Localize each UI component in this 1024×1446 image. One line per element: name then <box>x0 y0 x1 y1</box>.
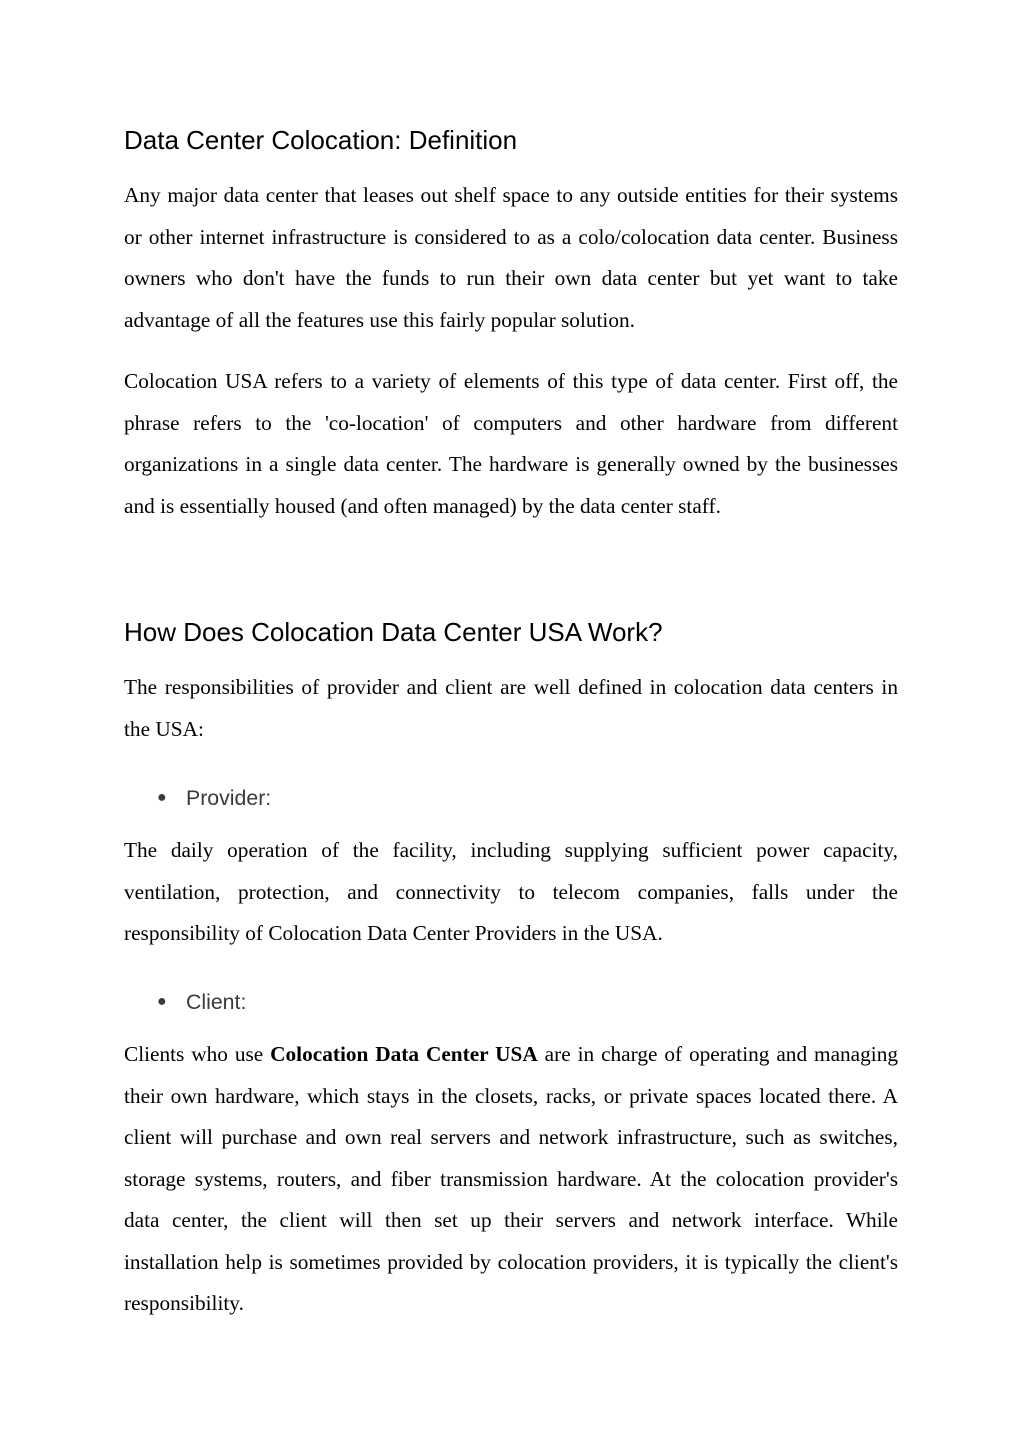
bullet-client <box>124 987 898 1017</box>
paragraph-client <box>124 1034 898 1325</box>
heading-how-it-works: How Does Colocation Data Center USA Work? <box>124 617 663 647</box>
bullet-provider <box>124 783 898 813</box>
paragraph-responsibilities-intro: The responsibilities of provider and client are well defined in colocation data centers in the USA: <box>124 675 898 741</box>
bullet-client-label: Client: <box>186 990 247 1014</box>
client-text-after: are in charge of operating and managing their own hardware, which stays in the closets, racks, or private spaces located there. A client will purchase and own real servers and network infrastructure, such as switches, storage systems, routers, and fiber transmission hardware. At the colocation provider's data center, the client will then set up their servers and network interface. While installation help is sometimes provided by colocation providers, it is typically the client's responsibility. <box>124 1042 898 1315</box>
bullet-provider-label: Provider: <box>186 786 272 810</box>
heading-definition: Data Center Colocation: Definition <box>124 125 518 155</box>
client-text-bold: Colocation Data Center USA <box>270 1042 538 1066</box>
paragraph-colocation-usa: Colocation USA refers to a variety of elements of this type of data center. First off, the phrase refers to the 'co-location' of computers and other hardware from different organizations in a single data center. The hardware is generally owned by the businesses and is essentially housed (and often managed) by the data center staff. <box>124 369 898 518</box>
paragraph-provider: The daily operation of the facility, including supplying sufficient power capacity, ventilation, protection, and connectivity to telecom companies, falls under the responsibility of Colocation Data Center Providers in the USA. <box>124 838 898 945</box>
paragraph-definition: Any major data center that leases out shelf space to any outside entities for their systems or other internet infrastructure is considered to as a colo/colocation data center. Business owners who don't have the funds to run their own data center but yet want to take advantage of all the features use this fairly popular solution. <box>124 183 898 332</box>
bullet-icon: ● <box>157 993 167 1010</box>
client-text-before: Clients who use <box>124 1042 271 1066</box>
bullet-icon: ● <box>157 789 167 806</box>
